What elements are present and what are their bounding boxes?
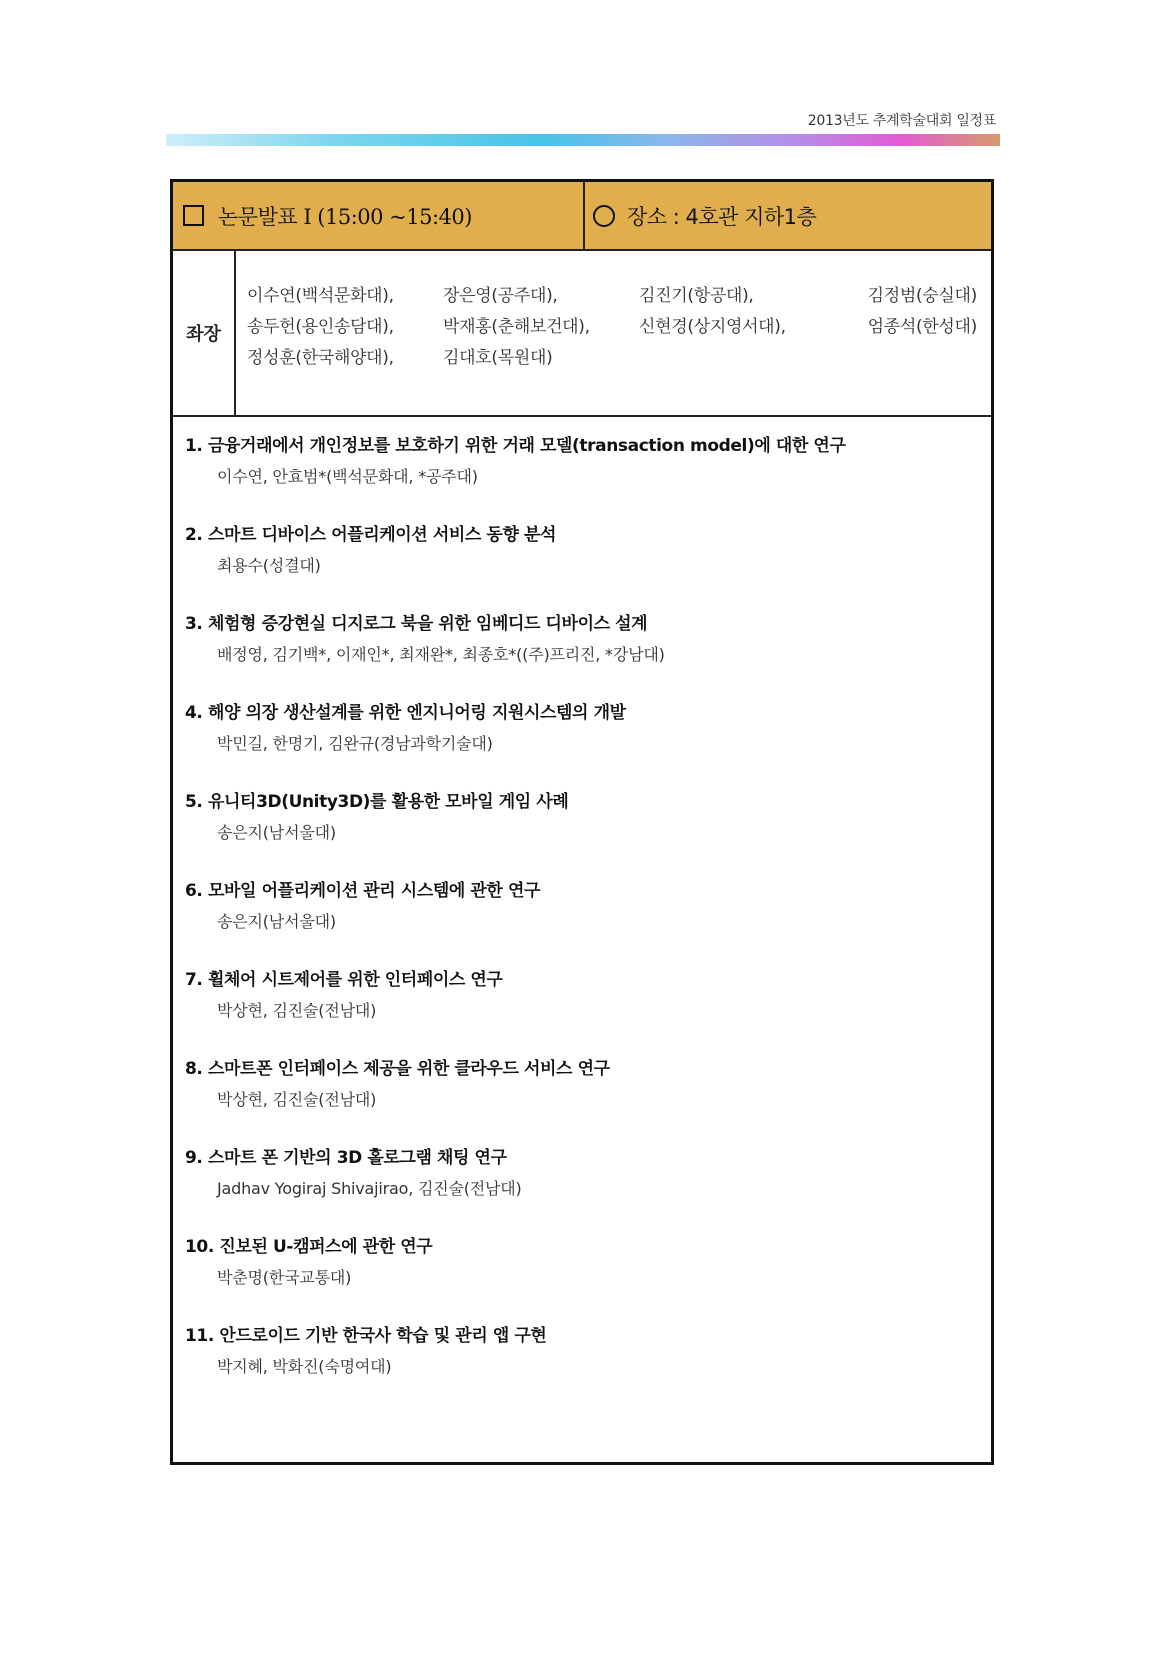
paper-authors: 이수연, 안효범*(백석문화대, *공주대) <box>217 467 478 486</box>
paper-authors: 박민길, 한명기, 김완규(경남과학기술대) <box>217 734 493 753</box>
session-header-row <box>173 182 991 251</box>
session-title-cell <box>183 182 579 249</box>
paper-item <box>185 1055 985 1115</box>
chair-name: 이수연(백석문화대), <box>247 286 394 306</box>
paper-list <box>185 432 985 1411</box>
circle-bullet-icon <box>593 205 615 227</box>
chair-name: 김정범(숭실대) <box>867 286 977 306</box>
paper-title: 1. 금융거래에서 개인정보를 보호하기 위한 거래 모델(transaction model)에 대한 연구 <box>185 436 846 456</box>
paper-item <box>185 432 985 492</box>
paper-title: 3. 체험형 증강현실 디지로그 북을 위한 임베디드 디바이스 설계 <box>185 614 648 634</box>
paper-title: 5. 유니티3D(Unity3D)를 활용한 모바일 게임 사례 <box>185 792 569 812</box>
chair-name <box>639 343 835 368</box>
chair-name: 정성훈(한국해양대), <box>247 348 394 368</box>
paper-authors: 박지혜, 박화진(숙명여대) <box>217 1357 392 1376</box>
chair-name: 김대호(목원대) <box>443 348 553 368</box>
chair-name <box>835 343 977 368</box>
paper-authors: 박춘명(한국교통대) <box>217 1268 352 1287</box>
paper-item <box>185 877 985 937</box>
paper-title: 7. 휠체어 시트제어를 위한 인터페이스 연구 <box>185 970 503 990</box>
paper-authors: 송은지(남서울대) <box>217 912 336 931</box>
paper-title: 4. 해양 의장 생산설계를 위한 엔지니어링 지원시스템의 개발 <box>185 703 626 723</box>
paper-title: 10. 진보된 U-캠퍼스에 관한 연구 <box>185 1237 433 1257</box>
document-header-title: 2013년도 추계학술대회 일정표 <box>807 113 996 129</box>
paper-authors: Jadhav Yogiraj Shivajirao, 김진술(전남대) <box>217 1179 522 1198</box>
paper-item <box>185 788 985 848</box>
session-schedule-table <box>170 179 994 1465</box>
chair-name: 장은영(공주대), <box>443 286 558 306</box>
chair-name: 송두헌(용인송담대), <box>247 317 394 337</box>
session-location-cell <box>593 182 983 249</box>
paper-title: 8. 스마트폰 인터페이스 제공을 위한 클라우드 서비스 연구 <box>185 1059 610 1079</box>
chairs-label: 좌장 <box>186 324 221 345</box>
chairs-row <box>173 251 991 417</box>
chair-name: 엄종석(한성대) <box>867 317 977 337</box>
paper-item <box>185 699 985 759</box>
paper-authors: 최용수(성결대) <box>217 556 321 575</box>
paper-item <box>185 521 985 581</box>
session-location: 장소 : 4호관 지하1층 <box>627 204 817 229</box>
header-divider <box>583 182 585 249</box>
chair-name: 박재홍(춘해보건대), <box>443 317 590 337</box>
chair-name: 신현경(상지영서대), <box>639 317 786 337</box>
square-bullet-icon <box>183 205 204 226</box>
session-title: 논문발표 I (15:00 ~15:40) <box>218 204 472 229</box>
paper-authors: 박상현, 김진술(전남대) <box>217 1001 377 1020</box>
paper-title: 11. 안드로이드 기반 한국사 학습 및 관리 앱 구현 <box>185 1326 547 1346</box>
paper-item <box>185 1144 985 1204</box>
chair-name: 김진기(항공대), <box>639 286 754 306</box>
paper-title: 9. 스마트 폰 기반의 3D 홀로그램 채팅 연구 <box>185 1148 507 1168</box>
chairs-list <box>247 281 977 368</box>
paper-authors: 송은지(남서울대) <box>217 823 336 842</box>
header-gradient-band <box>166 134 1000 146</box>
paper-item <box>185 966 985 1026</box>
paper-authors: 배정영, 김기백*, 이재인*, 최재완*, 최종호*((주)프리진, *강남대) <box>217 645 665 664</box>
paper-authors: 박상현, 김진술(전남대) <box>217 1090 377 1109</box>
paper-item <box>185 1233 985 1293</box>
paper-title: 6. 모바일 어플리케이션 관리 시스템에 관한 연구 <box>185 881 541 901</box>
paper-item <box>185 1322 985 1382</box>
paper-title: 2. 스마트 디바이스 어플리케이션 서비스 동향 분석 <box>185 525 557 545</box>
chairs-label-cell <box>173 251 236 415</box>
paper-item <box>185 610 985 670</box>
